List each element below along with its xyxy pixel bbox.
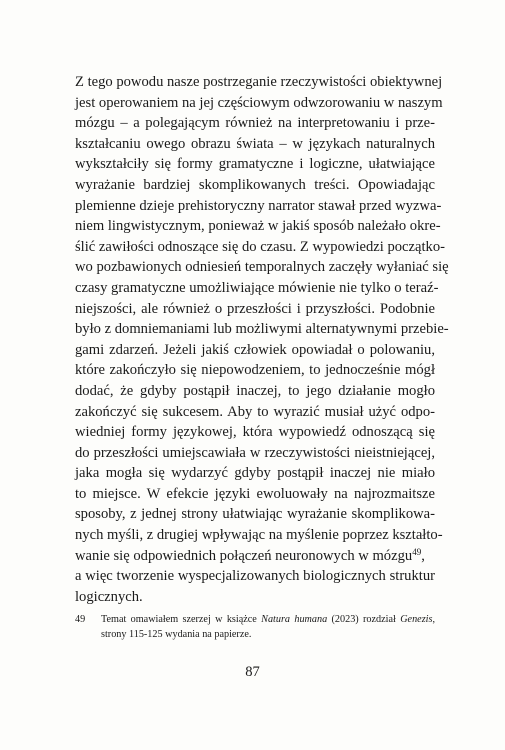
text-line: niejszości, ale również o przeszłości i przyszłości. Podobnie [75, 300, 435, 317]
footnote-number: 49 [75, 614, 86, 625]
text-line: a więc tworzenie wyspecjalizowanych biologicznych struktur [75, 568, 435, 585]
text-line: nych myśli, z drugiej wpływając na myślenie poprzez kształto- [75, 527, 443, 544]
footnote-reference[interactable]: 49 [412, 546, 422, 557]
chapter-title: Genezis [400, 614, 433, 625]
text-line: to miejsce. W efekcie języki ewoluowały na najrozmaitsze [75, 485, 435, 502]
text-fragment: , [432, 614, 436, 625]
body-text [75, 72, 449, 607]
text-line: zakończyć się sukcesem. Aby to wyrazić musiał użyć odpo- [75, 403, 435, 420]
text-line: mózgu – a polegającym również na interpretowaniu i prze- [75, 115, 435, 132]
footnote [75, 612, 435, 642]
text-line: które zakończyło się niepowodzeniem, to jednocześnie mógł [75, 362, 435, 379]
text-line: do przeszłości umiejscawiała w rzeczywistości nieistniejącej, [75, 444, 435, 461]
text-line: było z domniemaniami lub możliwymi alternatywnymi przebie- [75, 321, 449, 338]
text-line: wyrażanie bardziej skomplikowanych treści. Opowiadając [75, 176, 435, 193]
text-line: jest operowaniem na jej częściowym odwzorowaniu w naszym [75, 94, 443, 111]
footnote-line: strony 115-125 wydania na papierze. [101, 629, 252, 640]
text-line: wykształciły się formy gramatyczne i logiczne, ułatwiające [75, 156, 435, 173]
text-line: wo pozbawionych odniesień temporalnych zaczęły wyłaniać się [75, 259, 449, 276]
text-line: kształcaniu owego obrazu świata – w językach naturalnych [75, 135, 435, 152]
page-number: 87 [245, 664, 260, 680]
text-line: logicznych. [75, 588, 143, 605]
text-line: plemienne dzieje prehistoryczny narrator stawał przed wyzwa- [75, 197, 442, 214]
footnote-text [101, 612, 435, 642]
text-fragment: Temat omawiałem szerzej w książce [101, 614, 262, 625]
text-fragment: wanie się odpowiednich połączeń neuronowych w mózgu [75, 547, 413, 564]
text-line: ślić zawiłości odnoszące się do czasu. Z wypowiedzi początko- [75, 238, 445, 255]
text-line: niem lingwistycznym, ponieważ w jakiś sposób należało okre- [75, 218, 441, 235]
text-line: dodać, że gdyby postąpił inaczej, to jego działanie mogło [75, 382, 435, 399]
text-line: czasy gramatyczne umożliwiające mówienie nie tylko o teraź- [75, 279, 439, 296]
text-fragment: (2023) rozdział [327, 614, 401, 625]
text-line [75, 546, 435, 567]
text-line: gami zdarzeń. Jeżeli jakiś człowiek opowiadał o polowaniu, [75, 341, 435, 358]
text-line: sposoby, z jednej strony ułatwiając wyrażanie skomplikowa- [75, 506, 435, 523]
book-title: Natura humana [261, 614, 328, 625]
footnote-line [101, 612, 435, 627]
text-line: Z tego powodu nasze postrzeganie rzeczywistości obiektywnej [75, 74, 443, 90]
text-line: wiedniej formy językowej, która wypowiedź odnoszącą się [75, 424, 435, 441]
text-fragment: , [421, 547, 425, 564]
text-line: jaka mogła się wydarzyć gdyby postąpił inaczej nie miało [75, 465, 435, 482]
